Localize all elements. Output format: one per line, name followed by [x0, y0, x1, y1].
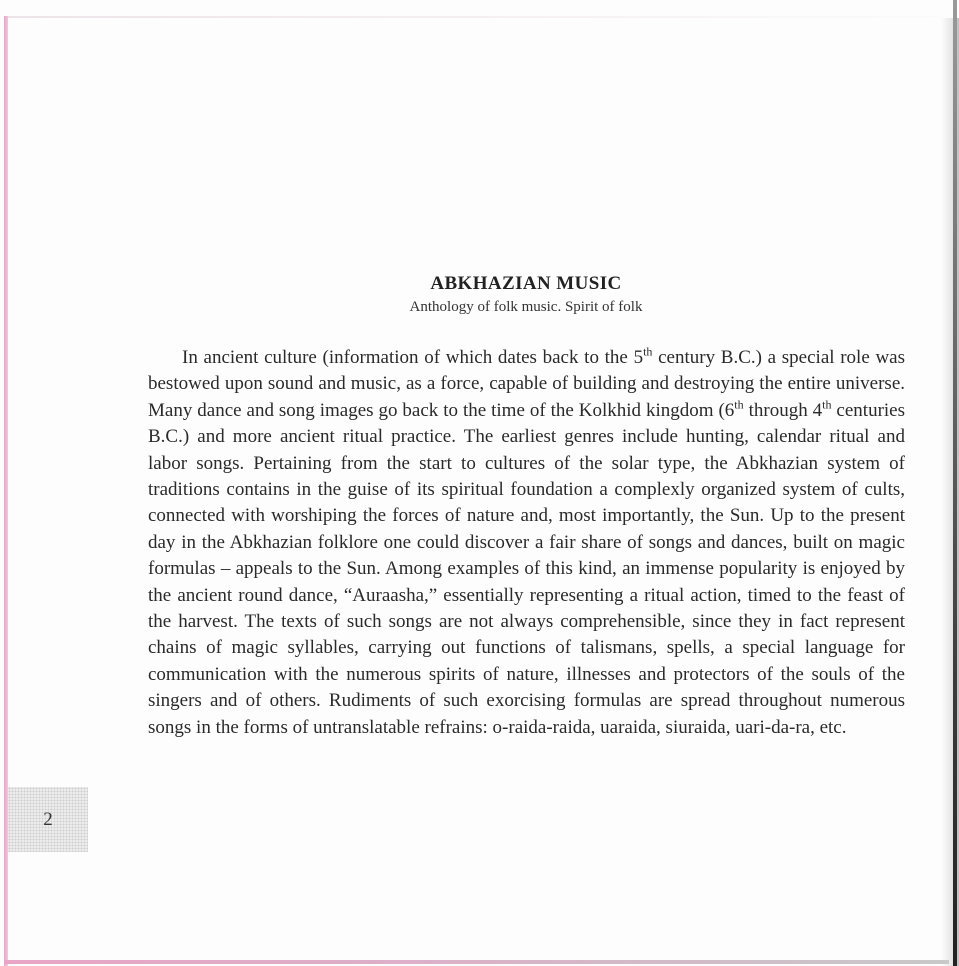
ordinal-suffix: th [822, 397, 832, 412]
page-title: ABKHAZIAN MUSIC [430, 273, 622, 294]
ordinal-suffix: th [734, 397, 744, 412]
ordinal-suffix: th [643, 344, 653, 359]
page-binding-edge [953, 0, 957, 966]
body-text-segment: century B.C.) a special role was bestowed upon sound and music, as a force, capable of building and destroying the entire universe. Many dance and song images go back to the time of the Kolkhid kingdom (6 [148, 347, 906, 421]
body-text-segment: through 4 [743, 399, 823, 421]
page-number-box [8, 787, 88, 852]
page-number: 2 [43, 809, 53, 830]
page-subtitle: Anthology of folk music. Spirit of folk [409, 299, 643, 315]
page-bottom-edge [4, 960, 949, 964]
body-text-segment: In ancient culture (information of which dates back to the 5 [182, 347, 644, 368]
body-text-segment: centuries B.C.) and more ancient ritual practice. The earliest genres include hunting, calendar ritual and labor songs. Pertaining from the start to cultures of the solar type, the Abkhazian system of traditions contains in the guise of its spiritual foundation a complexly organized system of cults, connected with worshiping the forces of nature and, most importantly, the Sun. Up to the present day in the Abkhazian folklore one could discover a fair share of songs and dances, built on magic formulas – appeals to the Sun. Among examples of this kind, an immense popularity is enjoyed by the ancient round dance, “Auraasha,” essentially representing a ritual action, timed to the feast of the harvest. The texts of such songs are not always comprehensible, since they in fact represent chains of magic syllables, carrying out functions of talismans, spells, a special language for communication with the numerous spirits of nature, illnesses and protectors of the souls of the singers and of others. Rudiments of such exorcising formulas are spread throughout numerous songs in the forms of untranslatable refrains: o-raida-raida, uaraida, siuraida, uari-da-ra, etc. [148, 399, 906, 738]
body-paragraph [148, 345, 905, 741]
page-top-edge [8, 16, 943, 18]
